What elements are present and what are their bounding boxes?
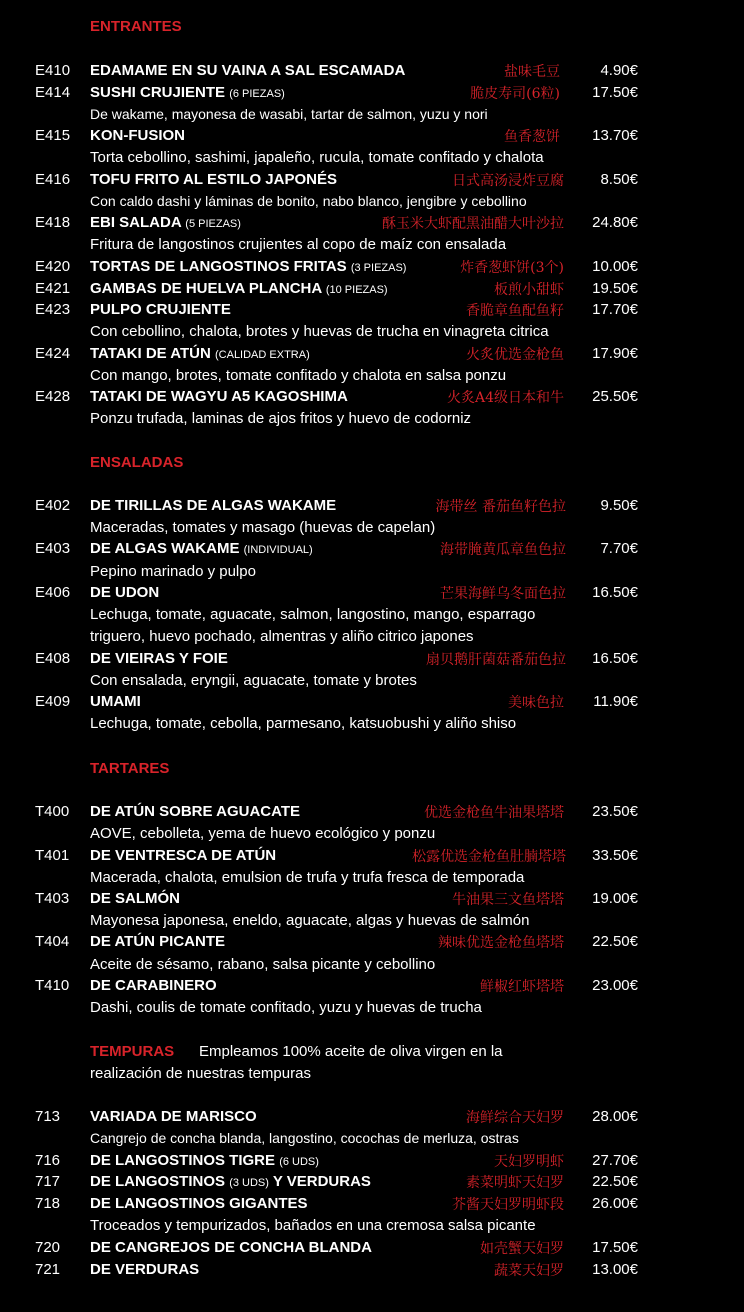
item-price: 10.00€ — [592, 258, 638, 275]
item-chinese-name: 脆皮寿司(6粒) — [470, 86, 560, 102]
item-chinese-name: 鲜椒红虾塔塔 — [480, 979, 564, 995]
item-chinese-name: 海鲜综合天妇罗 — [466, 1110, 564, 1126]
item-code: E403 — [35, 540, 71, 557]
item-description: De wakame, mayonesa de wasabi, tartar de salmon, yuzu y nori — [90, 106, 488, 122]
item-code: 713 — [35, 1108, 61, 1125]
item-description: Pepino marinado y pulpo — [90, 563, 256, 580]
item-name: DE LANGOSTINOS GIGANTES — [90, 1195, 308, 1212]
item-code: 718 — [35, 1195, 61, 1212]
item-name: UMAMI — [90, 693, 141, 710]
item-chinese-name: 日式高汤浸炸豆腐 — [452, 173, 564, 189]
item-quantity: (3 UDS) — [229, 1177, 269, 1189]
item-description: Con ensalada, eryngii, aguacate, tomate y brotes — [90, 672, 417, 689]
item-code: 716 — [35, 1152, 61, 1169]
item-code: E416 — [35, 171, 71, 188]
item-name: KON-FUSION — [90, 127, 185, 144]
item-name: DE CARABINERO — [90, 977, 217, 994]
item-price: 16.50€ — [592, 584, 638, 601]
item-code: 721 — [35, 1261, 61, 1278]
item-chinese-name: 鱼香葱饼 — [504, 129, 560, 145]
item-code: E409 — [35, 693, 71, 710]
item-code: T403 — [35, 890, 70, 907]
item-code: T410 — [35, 977, 70, 994]
item-price: 17.50€ — [592, 84, 638, 101]
item-chinese-name: 香脆章鱼配鱼籽 — [466, 303, 564, 319]
item-chinese-name: 扇贝鹅肝菌菇番茄色拉 — [426, 652, 566, 668]
item-name: TOFU FRITO AL ESTILO JAPONÉS — [90, 171, 337, 188]
item-chinese-name: 炸香葱虾饼(3个) — [460, 260, 564, 276]
item-chinese-name: 牛油果三文鱼塔塔 — [452, 892, 564, 908]
item-quantity: (6 PIEZAS) — [229, 88, 285, 100]
item-name: GAMBAS DE HUELVA PLANCHA — [90, 280, 322, 297]
item-description: Lechuga, tomate, aguacate, salmon, langostino, mango, esparrago — [90, 606, 536, 623]
item-code: E402 — [35, 497, 71, 514]
item-chinese-name: 天妇罗明虾 — [494, 1154, 564, 1170]
item-code: E421 — [35, 280, 71, 297]
item-name: EDAMAME EN SU VAINA A SAL ESCAMADA — [90, 62, 406, 79]
item-price: 16.50€ — [592, 650, 638, 667]
tempuras-note: Empleamos 100% aceite de oliva virgen en la — [199, 1043, 503, 1060]
item-chinese-name: 芥酱天妇罗明虾段 — [452, 1197, 564, 1213]
item-code: 720 — [35, 1239, 61, 1256]
item-price: 26.00€ — [592, 1195, 638, 1212]
item-code: E410 — [35, 62, 71, 79]
item-description: Maceradas, tomates y masago (huevas de capelan) — [90, 519, 436, 536]
item-description: Lechuga, tomate, cebolla, parmesano, katsuobushi y aliño shiso — [90, 715, 517, 732]
section-title-tartares: TARTARES — [90, 760, 170, 777]
item-price: 13.70€ — [592, 127, 638, 144]
item-description: AOVE, cebolleta, yema de huevo ecológico y ponzu — [90, 825, 436, 842]
item-code: T400 — [35, 803, 70, 820]
tempuras-note-continued: realización de nuestras tempuras — [90, 1065, 311, 1082]
item-price: 19.50€ — [592, 280, 638, 297]
item-code: E406 — [35, 584, 71, 601]
item-quantity: (INDIVIDUAL) — [243, 544, 313, 556]
item-code: E415 — [35, 127, 71, 144]
item-quantity: (5 PIEZAS) — [185, 218, 241, 230]
item-chinese-name: 芒果海鲜乌冬面色拉 — [440, 586, 566, 602]
item-name: DE ATÚN SOBRE AGUACATE — [90, 803, 300, 820]
item-code: E423 — [35, 301, 71, 318]
item-description: Troceados y tempurizados, bañados en una cremosa salsa picante — [90, 1217, 536, 1234]
item-code: E418 — [35, 214, 71, 231]
item-name: TATAKI DE WAGYU A5 KAGOSHIMA — [90, 388, 348, 405]
item-chinese-name: 海带丝 番茄鱼籽色拉 — [435, 499, 566, 515]
item-price: 17.70€ — [592, 301, 638, 318]
item-price: 8.50€ — [600, 171, 638, 188]
item-chinese-name: 优选金枪鱼牛油果塔塔 — [424, 805, 564, 821]
item-chinese-name: 火炙A4级日本和牛 — [446, 390, 564, 406]
item-name: SUSHI CRUJIENTE — [90, 84, 226, 101]
item-name: PULPO CRUJIENTE — [90, 301, 231, 318]
item-price: 23.00€ — [592, 977, 638, 994]
item-quantity: (10 PIEZAS) — [325, 284, 388, 296]
item-name-continued: Y VERDURAS — [272, 1173, 371, 1190]
item-price: 9.50€ — [600, 497, 638, 514]
item-name: DE UDON — [90, 584, 160, 601]
item-price: 33.50€ — [592, 847, 638, 864]
item-description: Torta cebollino, sashimi, japaleño, rucula, tomate confitado y chalota — [90, 149, 544, 166]
item-price: 24.80€ — [592, 214, 638, 231]
item-chinese-name: 如壳蟹天妇罗 — [480, 1241, 564, 1257]
item-code: E408 — [35, 650, 71, 667]
item-name: TATAKI DE ATÚN — [90, 345, 211, 362]
item-price: 4.90€ — [600, 62, 638, 79]
item-price: 22.50€ — [592, 933, 638, 950]
item-chinese-name: 蔬菜天妇罗 — [494, 1263, 564, 1279]
item-chinese-name: 板煎小甜虾 — [494, 282, 564, 298]
item-chinese-name: 松露优选金枪鱼肚腩塔塔 — [412, 849, 566, 865]
item-chinese-name: 美味色拉 — [508, 695, 564, 711]
item-price: 19.00€ — [592, 890, 638, 907]
item-quantity: (3 PIEZAS) — [350, 262, 407, 274]
item-name: DE CANGREJOS DE CONCHA BLANDA — [90, 1239, 372, 1256]
section-title-entrantes: ENTRANTES — [90, 18, 182, 35]
item-code: E424 — [35, 345, 71, 362]
item-price: 17.50€ — [592, 1239, 638, 1256]
item-chinese-name: 海带腌黄瓜章鱼色拉 — [440, 542, 566, 558]
item-code: T401 — [35, 847, 70, 864]
item-chinese-name: 盐味毛豆 — [504, 64, 560, 80]
item-price: 22.50€ — [592, 1173, 638, 1190]
item-chinese-name: 辣味优选金枪鱼塔塔 — [438, 935, 564, 951]
item-description: Con cebollino, chalota, brotes y huevas de trucha en vinagreta citrica — [90, 323, 549, 340]
item-description: Aceite de sésamo, rabano, salsa picante y cebollino — [90, 956, 436, 973]
item-name: DE TIRILLAS DE ALGAS WAKAME — [90, 497, 337, 514]
item-description-continued: triguero, huevo pochado, almentras y aliño citrico japones — [90, 628, 474, 645]
item-code: E428 — [35, 388, 71, 405]
item-name: TORTAS DE LANGOSTINOS FRITAS — [90, 258, 347, 275]
item-name: DE LANGOSTINOS — [90, 1173, 226, 1190]
item-name: VARIADA DE MARISCO — [90, 1108, 257, 1125]
item-code: T404 — [35, 933, 70, 950]
item-price: 28.00€ — [592, 1108, 638, 1125]
item-description: Con mango, brotes, tomate confitado y chalota en salsa ponzu — [90, 367, 507, 384]
item-description: Dashi, coulis de tomate confitado, yuzu y huevas de trucha — [90, 999, 482, 1016]
item-name: EBI SALADA — [90, 214, 182, 231]
item-description: Cangrejo de concha blanda, langostino, cocochas de merluza, ostras — [90, 1130, 519, 1146]
item-quantity: (6 UDS) — [279, 1156, 319, 1168]
item-chinese-name: 火炙优选金枪鱼 — [466, 347, 564, 363]
item-price: 17.90€ — [592, 345, 638, 362]
item-description: Mayonesa japonesa, eneldo, aguacate, algas y huevas de salmón — [90, 912, 530, 929]
item-price: 13.00€ — [592, 1261, 638, 1278]
item-price: 23.50€ — [592, 803, 638, 820]
item-name: DE VERDURAS — [90, 1261, 200, 1278]
item-name: DE LANGOSTINOS TIGRE — [90, 1152, 276, 1169]
item-chinese-name: 酥玉米大虾配黑油醋大叶沙拉 — [382, 216, 564, 232]
item-name: DE SALMÓN — [90, 890, 180, 907]
item-description: Macerada, chalota, emulsion de trufa y trufa fresca de temporada — [90, 869, 525, 886]
item-name: DE ATÚN PICANTE — [90, 933, 225, 950]
item-chinese-name: 素菜明虾天妇罗 — [466, 1175, 564, 1191]
item-quantity: (CALIDAD EXTRA) — [215, 349, 310, 361]
item-price: 11.90€ — [593, 693, 638, 710]
item-price: 25.50€ — [592, 388, 638, 405]
item-description: Con caldo dashi y láminas de bonito, nabo blanco, jengibre y cebollino — [90, 193, 527, 209]
item-price: 27.70€ — [592, 1152, 638, 1169]
item-name: DE VIEIRAS Y FOIE — [90, 650, 228, 667]
item-price: 7.70€ — [600, 540, 638, 557]
item-name: DE VENTRESCA DE ATÚN — [90, 847, 277, 864]
section-title-tempuras: TEMPURAS — [90, 1043, 175, 1060]
item-name: DE ALGAS WAKAME — [90, 540, 240, 557]
item-description: Ponzu trufada, laminas de ajos fritos y huevo de codorniz — [90, 410, 472, 427]
item-description: Fritura de langostinos crujientes al copo de maíz con ensalada — [90, 236, 507, 253]
item-code: E414 — [35, 84, 71, 101]
item-code: E420 — [35, 258, 71, 275]
item-code: 717 — [35, 1173, 61, 1190]
section-title-ensaladas: ENSALADAS — [90, 454, 184, 471]
